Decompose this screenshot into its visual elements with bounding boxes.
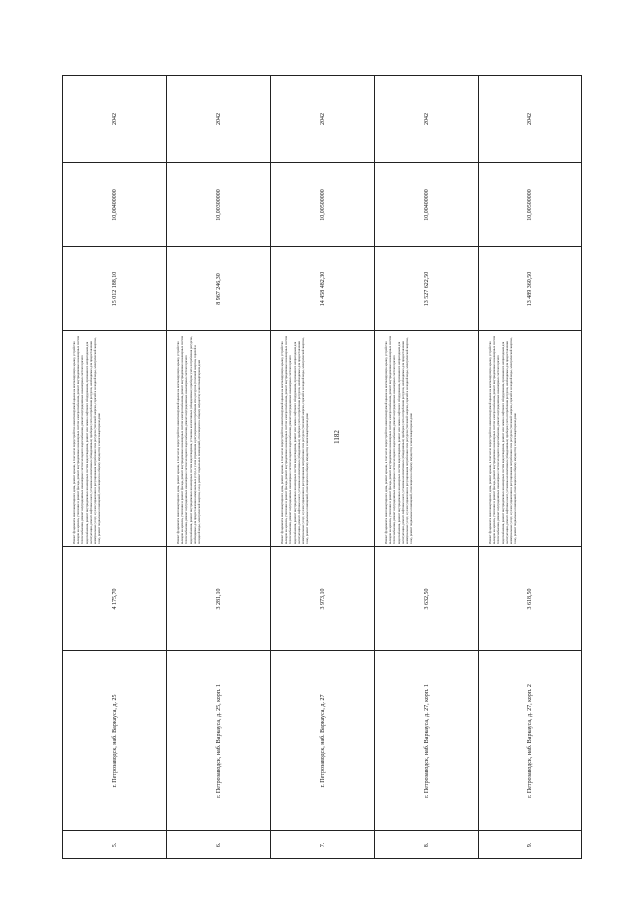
area-cell: 3 618,50 — [527, 588, 533, 609]
page-number: 1182 — [333, 430, 341, 444]
rate-cell: 10,00400000 — [111, 188, 118, 221]
rate-cell: 10,00400000 — [423, 188, 430, 221]
work-description-cell: Ремонт фундамента многоквартирного дома, ремонт крыши, в том числе переустройство невентилируемой крыши на вентилируемую крышу, устройство выходов на кровлю, утепление и ремонт фасада, ремонт внутридомовых инженерных систем электроснабжения, ремонт внутридомовых инженерных систем теплоснабжения, ремонт внутридомовых инженерных систем холодного водоснабжения, ремонт внутридомовых инженерных систем горячего водоснабжения, ремонт внутридомовых инженерных систем водоотведения, ремонт или замена лифтового оборудования, признанного непригодным для эксплуатации, ремонт лифтовых шахт, установка коллективных (общедомовых) приборов учета потребления ресурсов, необходимых для предоставления коммунальных услуг, и узлов управления и регулирования потребления этих ресурсов (тепловой энергии, горячей и холодной воды, электрической энергии, газа), ремонт подвальных помещений, относящихся к общему имуществу в многоквартирном доме — [280, 335, 310, 544]
year-cell: 2042 — [319, 113, 326, 125]
cost-cell: 13 489 360,50 — [527, 271, 533, 306]
row-number-cell: 8. — [423, 842, 430, 847]
table-row — [375, 76, 479, 858]
table-row — [63, 76, 167, 858]
address-cell: г. Петрозаводск, наб. Варкауса, д. 27, корп. 1 — [423, 683, 430, 798]
row-number-cell: 9. — [527, 842, 533, 847]
row-number-cell: 6. — [215, 842, 222, 847]
row-number-cell: 7. — [319, 842, 326, 847]
address-cell: г. Петрозаводск, наб. Варкауса, д. 25, корп. 1 — [215, 683, 222, 798]
work-description-cell: Ремонт фундамента многоквартирного дома, ремонт крыши, в том числе переустройство невентилируемой крыши на вентилируемую крышу, устройство выходов на кровлю, утепление и ремонт фасада, ремонт внутридомовых инженерных систем электроснабжения, ремонт внутридомовых инженерных систем теплоснабжения, ремонт внутридомовых инженерных систем холодного водоснабжения, ремонт внутридомовых инженерных систем горячего водоснабжения, ремонт внутридомовых инженерных систем водоотведения, ремонт или замена лифтового оборудования, признанного непригодным для эксплуатации, ремонт лифтовых шахт, установка коллективных (общедомовых) приборов учета потребления ресурсов, необходимых для предоставления коммунальных услуг, и узлов управления и регулирования потребления этих ресурсов (тепловой энергии, горячей и холодной воды, электрической энергии, газа), ремонт подвальных помещений, относящихся к общему имуществу в многоквартирном доме — [488, 335, 518, 544]
year-cell: 2042 — [527, 113, 533, 125]
work-description-cell: Ремонт фундамента многоквартирного дома, ремонт крыши, в том числе переустройство невентилируемой крыши на вентилируемую крышу, устройство выходов на кровлю, утепление и ремонт фасада, ремонт внутридомовых инженерных систем электроснабжения, ремонт внутридомовых инженерных систем теплоснабжения, ремонт внутридомовых инженерных систем холодного водоснабжения, ремонт внутридомовых инженерных систем горячего водоснабжения, ремонт внутридомовых инженерных систем водоотведения, ремонт или замена лифтового оборудования, признанного непригодным для эксплуатации, ремонт лифтовых шахт, установка коллективных (общедомовых) приборов учета потребления ресурсов, необходимых для предоставления коммунальных услуг, и узлов управления и регулирования потребления этих ресурсов (тепловой энергии, горячей и холодной воды, электрической энергии, газа), ремонт подвальных помещений, относящихся к общему имуществу в многоквартирном доме — [72, 335, 102, 544]
cost-cell: 14 458 482,30 — [319, 271, 326, 306]
year-cell: 2042 — [215, 113, 222, 125]
row-number-cell: 5. — [111, 842, 118, 847]
area-cell: 3 632,50 — [423, 588, 430, 609]
work-description-cell: Ремонт фундамента многоквартирного дома, ремонт крыши, в том числе переустройство невентилируемой крыши на вентилируемую крышу, устройство выходов на кровлю, утепление и ремонт фасада, ремонт внутридомовых инженерных систем электроснабжения, ремонт внутридомовых инженерных систем теплоснабжения, ремонт внутридомовых инженерных систем холодного водоснабжения, ремонт внутридомовых инженерных систем горячего водоснабжения, ремонт внутридомовых инженерных систем водоотведения, установка коллективных (общедомовых) приборов учета потребления ресурсов, необходимых для предоставления коммунальных услуг, и узлов управления и регулирования потребления этих ресурсов (тепловой энергии, горячей и холодной воды, электрической энергии, газа), ремонт подвальных помещений, относящихся к общему имуществу в многоквартирном доме — [176, 335, 202, 544]
address-cell: г. Петрозаводск, наб. Варкауса, д. 25 — [111, 694, 118, 787]
address-cell: г. Петрозаводск, наб. Варкауса, д. 27 — [319, 694, 326, 787]
area-cell: 3 281,10 — [215, 588, 222, 609]
table-row — [479, 76, 581, 858]
table-row — [167, 76, 271, 858]
capital-repair-table — [62, 75, 582, 859]
cost-cell: 13 527 622,50 — [423, 271, 430, 306]
cost-cell: 8 967 246,30 — [215, 272, 222, 305]
year-cell: 2042 — [423, 113, 430, 125]
year-cell: 2042 — [111, 113, 118, 125]
work-description-cell: Ремонт фундамента многоквартирного дома, ремонт крыши, в том числе переустройство невентилируемой крыши на вентилируемую крышу, устройство выходов на кровлю, утепление и ремонт фасада, ремонт внутридомовых инженерных систем электроснабжения, ремонт внутридомовых инженерных систем теплоснабжения, ремонт внутридомовых инженерных систем холодного водоснабжения, ремонт внутридомовых инженерных систем горячего водоснабжения, ремонт внутридомовых инженерных систем водоотведения, ремонт или замена лифтового оборудования, признанного непригодным для эксплуатации, ремонт лифтовых шахт, установка коллективных (общедомовых) приборов учета потребления ресурсов, необходимых для предоставления коммунальных услуг, и узлов управления и регулирования потребления этих ресурсов (тепловой энергии, горячей и холодной воды, электрической энергии, газа), ремонт подвальных помещений, относящихся к общему имуществу в многоквартирном доме — [384, 335, 414, 544]
rate-cell: 10,00300000 — [215, 188, 222, 221]
rate-cell: 10,00500000 — [319, 188, 326, 221]
cost-cell: 15 012 188,10 — [111, 271, 118, 306]
area-cell: 3 973,10 — [319, 588, 326, 609]
address-cell: г. Петрозаводск, наб. Варкауса, д. 27, корп. 2 — [527, 683, 533, 798]
table-row — [271, 76, 375, 858]
rate-cell: 10,00500000 — [527, 188, 533, 221]
area-cell: 4 175,70 — [111, 588, 118, 609]
